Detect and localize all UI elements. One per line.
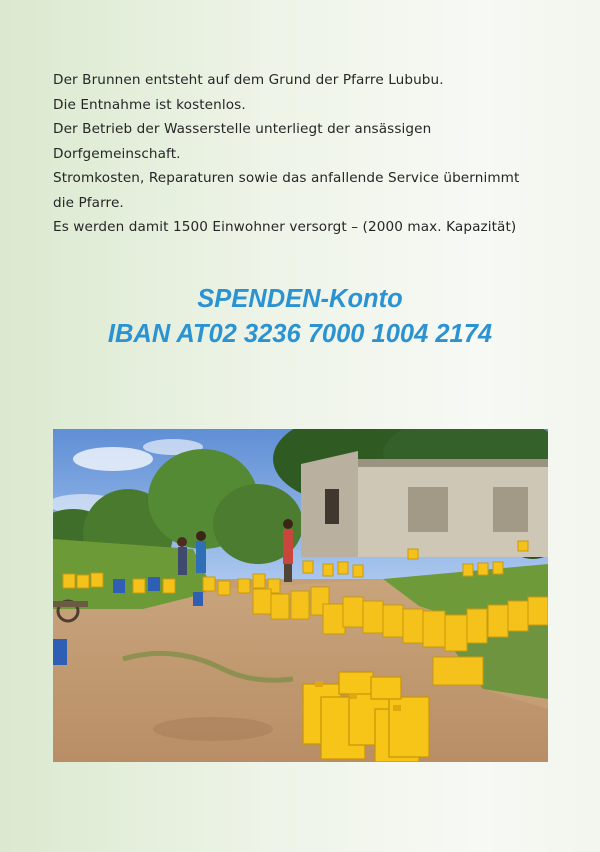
text-line: Stromkosten, Reparaturen sowie das anfallende Service übernimmt <box>53 170 520 186</box>
photo-water-canisters-icon <box>53 429 548 762</box>
donation-account <box>0 282 600 352</box>
text-line: Der Betrieb der Wasserstelle unterliegt der ansässigen <box>53 121 432 137</box>
village-water-photo <box>53 429 548 762</box>
text-line: Dorfgemeinschaft. <box>53 145 181 162</box>
donation-title: SPENDEN-Konto <box>197 285 403 313</box>
text-line: Es werden damit 1500 Einwohner versorgt – (2000 max. Kapazität) <box>53 219 517 235</box>
iban-number: IBAN AT02 3236 7000 1004 2174 <box>107 320 493 348</box>
text-line: Der Brunnen entsteht auf dem Grund der Pfarre Lububu. <box>53 72 444 88</box>
info-paragraph <box>53 68 563 240</box>
text-line: die Pfarre. <box>53 194 124 211</box>
text-line: Die Entnahme ist kostenlos. <box>53 96 246 113</box>
